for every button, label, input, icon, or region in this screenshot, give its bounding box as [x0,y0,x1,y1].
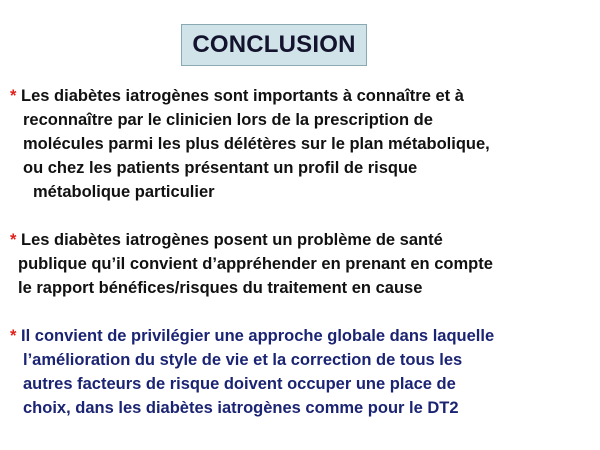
bullet-marker: * [10,327,17,345]
paragraph-2-line-1: Les diabètes iatrogènes posent un problème de santé [21,231,443,249]
paragraph-1-line-1: Les diabètes iatrogènes sont importants à connaître et à [21,87,464,105]
title-box [181,24,367,66]
paragraph-1-line-5: métabolique particulier [33,183,215,201]
conclusion-point-2 [10,228,493,300]
paragraph-1-line-2: reconnaître par le clinicien lors de la prescription de [23,111,433,129]
paragraph-1-line-3: molécules parmi les plus délétères sur le plan métabolique, [23,135,490,153]
paragraph-3-line-2: l’amélioration du style de vie et la correction de tous les [23,351,463,369]
paragraph-3-line-1: Il convient de privilégier une approche globale dans laquelle [21,327,495,345]
conclusion-point-3 [10,324,494,420]
conclusion-point-1 [10,84,490,204]
paragraph-3-line-3: autres facteurs de risque doivent occuper une place de [23,375,456,393]
paragraph-1-line-4: ou chez les patients présentant un profil de risque [23,159,418,177]
paragraph-2-line-3: le rapport bénéfices/risques du traitement en cause [18,279,423,297]
bullet-marker: * [10,87,17,105]
paragraph-3-line-4: choix, dans les diabètes iatrogènes comme pour le DT2 [23,399,459,417]
bullet-marker: * [10,231,17,249]
page-title: CONCLUSION [192,31,356,58]
paragraph-2-line-2: publique qu’il convient d’appréhender en prenant en compte [18,255,493,273]
